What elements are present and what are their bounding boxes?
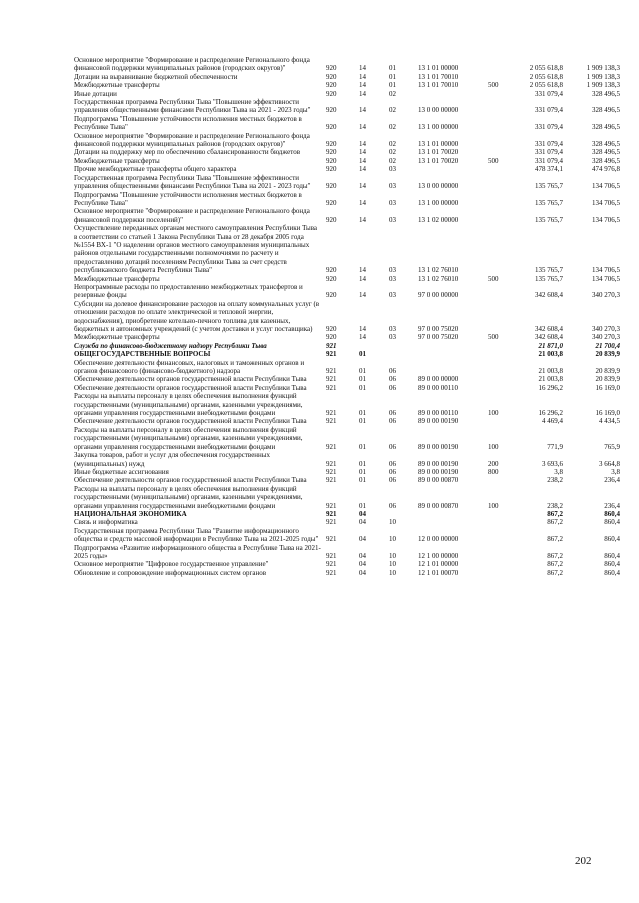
section-code: 14	[359, 106, 366, 115]
expense-type-code: 500	[488, 81, 499, 90]
amount-first-year: 867,2	[547, 509, 563, 518]
amount-first-year: 16 296,2	[538, 409, 563, 418]
row-name: Непрограммные расходы по предоставлению межбюджетных трансфертов и резервные фонды	[74, 282, 303, 300]
department-code: 920	[326, 325, 337, 333]
row-name: Межбюджетные трансферты	[74, 156, 160, 165]
amount-second-year: 4 434,5	[599, 417, 620, 426]
amount-first-year: 2 055 618,8	[529, 72, 563, 81]
table-row	[74, 191, 634, 208]
section-code: 04	[359, 518, 366, 527]
subsection-code: 06	[389, 367, 396, 376]
row-name: Подпрограмма "Повышение устойчивости исполнения местных бюджетов в Республике Тыва"	[74, 190, 302, 207]
section-code: 01	[359, 409, 366, 418]
department-code: 921	[326, 568, 337, 577]
table-row	[74, 451, 634, 468]
amount-first-year: 867,2	[547, 568, 563, 577]
row-name: Служба по финансово-бюджетному надзору Республики Тыва	[74, 341, 267, 350]
section-code: 14	[359, 123, 366, 132]
subsection-code: 10	[389, 551, 396, 560]
amount-second-year: 1 909 138,3	[586, 72, 620, 81]
target-article-code: 13 1 01 00000	[418, 140, 459, 149]
subsection-code: 02	[389, 89, 396, 98]
department-code: 921	[326, 501, 337, 510]
table-row	[74, 518, 634, 526]
row-name: Закупка товаров, работ и услуг для обеспечения государственных (муниципальных) нужд	[74, 451, 271, 468]
section-code: 04	[359, 568, 366, 577]
department-code: 920	[326, 81, 337, 90]
department-code: 920	[326, 72, 337, 81]
target-article-code: 89 0 00 00870	[418, 501, 459, 510]
section-code: 04	[359, 509, 366, 518]
amount-first-year: 771,9	[547, 442, 563, 451]
amount-second-year: 134 706,5	[592, 198, 620, 207]
table-row	[74, 207, 634, 224]
target-article-code: 12 0 00 00000	[418, 535, 459, 544]
amount-second-year: 134 706,5	[592, 215, 620, 224]
target-article-code: 89 0 00 00190	[418, 417, 459, 426]
amount-first-year: 238,2	[547, 501, 563, 510]
department-code: 921	[326, 518, 337, 527]
amount-first-year: 331 079,4	[535, 89, 563, 98]
subsection-code: 03	[389, 291, 396, 300]
amount-second-year: 860,4	[604, 518, 620, 527]
amount-second-year: 765,9	[604, 442, 620, 451]
target-article-code: 89 0 00 00190	[418, 442, 459, 451]
section-code: 14	[359, 89, 366, 98]
amount-second-year: 340 270,3	[592, 291, 620, 300]
department-code: 921	[326, 459, 337, 468]
page-number: 202	[575, 855, 592, 867]
row-name: ОБЩЕГОСУДАРСТВЕННЫЕ ВОПРОСЫ	[74, 350, 211, 359]
table-row	[74, 148, 634, 156]
table-row	[74, 165, 634, 173]
department-code: 921	[326, 476, 337, 485]
target-article-code: 13 0 00 00000	[418, 182, 459, 191]
amount-second-year: 860,4	[604, 568, 620, 577]
section-code: 14	[359, 325, 366, 333]
subsection-code: 06	[389, 467, 396, 476]
amount-first-year: 342 608,4	[535, 291, 563, 300]
row-name: Обеспечение деятельности органов государственной власти Республики Тыва	[74, 476, 307, 485]
amount-first-year: 135 765,7	[535, 198, 563, 207]
amount-second-year: 16 169,0	[595, 409, 620, 418]
department-code: 921	[326, 409, 337, 418]
amount-second-year: 328 496,5	[592, 123, 620, 132]
target-article-code: 97 0 00 00000	[418, 291, 459, 300]
table-row	[74, 342, 634, 350]
table-row	[74, 392, 634, 417]
target-article-code: 89 0 00 00870	[418, 476, 459, 485]
section-code: 14	[359, 140, 366, 149]
department-code: 920	[326, 123, 337, 132]
amount-second-year: 1 909 138,3	[586, 81, 620, 90]
table-row	[74, 333, 634, 341]
row-name: Основное мероприятие "Формирование и распределение Регионального фонда финансовой поддержки муниципальных районов (городских округов)"	[74, 56, 310, 73]
row-name: Иные бюджетные ассигнования	[74, 467, 169, 476]
department-code: 921	[326, 367, 337, 376]
section-code: 14	[359, 291, 366, 300]
section-code: 01	[359, 467, 366, 476]
row-name: Расходы на выплаты персоналу в целях обеспечения выполнения функций государственными (муниципальными) органами, казенными учреждениями, органами управления государственными внебюджетными фондами	[74, 425, 303, 451]
section-code: 14	[359, 274, 366, 283]
row-name: Межбюджетные трансферты	[74, 81, 160, 90]
row-name: Расходы на выплаты персоналу в целях обеспечения выполнения функций государственными (муниципальными) органами, казенными учреждениями, органами управления государственными внебюджетными фондами	[74, 392, 303, 418]
table-row	[74, 115, 634, 132]
amount-first-year: 867,2	[547, 551, 563, 560]
table-row	[74, 426, 634, 451]
table-row	[74, 224, 634, 274]
amount-first-year: 16 296,2	[538, 383, 563, 392]
table-row	[74, 73, 634, 81]
subsection-code: 03	[389, 266, 396, 275]
target-article-code: 89 0 00 00110	[418, 409, 458, 418]
amount-second-year: 340 270,3	[592, 333, 620, 342]
target-article-code: 13 0 00 00000	[418, 106, 459, 115]
section-code: 14	[359, 182, 366, 191]
target-article-code: 13 1 01 70020	[418, 148, 459, 157]
amount-second-year: 20 839,9	[595, 350, 620, 359]
department-code: 921	[326, 375, 337, 384]
department-code: 921	[326, 551, 337, 560]
department-code: 921	[326, 350, 337, 359]
department-code: 920	[326, 64, 337, 73]
subsection-code: 06	[389, 476, 396, 485]
department-code: 921	[326, 467, 337, 476]
amount-first-year: 135 765,7	[535, 266, 563, 275]
amount-first-year: 342 608,4	[535, 325, 563, 333]
row-name: Обеспечение деятельности финансовых, налоговых и таможенных органов и органов финансового (финансово-бюджетного) надзора	[74, 358, 305, 376]
amount-first-year: 21 871,0	[538, 341, 563, 350]
department-code: 920	[326, 215, 337, 224]
row-name: Осуществление переданных органам местного самоуправления Республики Тыва в соответствии со статьей 1 Закона Республики Тыва от 28 декабря 2005 года №1554 ВХ-1 "О наделении органов местного самоуправления муниципальных районов отдельными государственными полномочиями по расчету и предоставлению дотаций поселениям Республики Тыва за счет средств республиканского бюджета Республики Тыва"	[74, 224, 318, 275]
table-row	[74, 174, 634, 191]
amount-first-year: 331 079,4	[535, 148, 563, 157]
row-name: Связь и информатика	[74, 518, 138, 527]
department-code: 921	[326, 341, 337, 350]
section-code: 14	[359, 333, 366, 342]
amount-first-year: 867,2	[547, 560, 563, 569]
budget-table	[74, 56, 634, 577]
target-article-code: 13 1 01 70020	[418, 156, 459, 165]
table-row	[74, 90, 634, 98]
amount-second-year: 16 169,0	[595, 383, 620, 392]
department-code: 921	[326, 383, 337, 392]
amount-first-year: 4 469,4	[542, 417, 563, 426]
amount-first-year: 2 055 618,8	[529, 81, 563, 90]
table-row	[74, 569, 634, 577]
target-article-code: 12 1 01 00070	[418, 568, 459, 577]
section-code: 01	[359, 375, 366, 384]
amount-second-year: 3,8	[611, 467, 620, 476]
department-code: 920	[326, 89, 337, 98]
row-name: Прочие межбюджетные трансферты общего характера	[74, 165, 237, 174]
row-name: Обновление и сопровождение информационных систем органов	[74, 568, 266, 577]
table-row	[74, 384, 634, 392]
amount-first-year: 3,8	[554, 467, 563, 476]
target-article-code: 13 1 01 70010	[418, 72, 459, 81]
table-row	[74, 56, 634, 73]
row-name: НАЦИОНАЛЬНАЯ ЭКОНОМИКА	[74, 509, 187, 518]
amount-second-year: 236,4	[604, 476, 620, 485]
section-code: 01	[359, 367, 366, 376]
row-name: Подпрограмма «Развитие информационного общества в Республике Тыва на 2021-2025 годы»	[74, 543, 321, 560]
subsection-code: 06	[389, 442, 396, 451]
target-article-code: 89 0 00 00000	[418, 375, 459, 384]
subsection-code: 10	[389, 560, 396, 569]
target-article-code: 13 1 02 76010	[418, 274, 459, 283]
row-name: Субсидии на долевое финансирование расходов на оплату коммунальных услуг (в отношении расходов по оплате электрической и тепловой энергии, водоснабжения), приобретение котельно-печного топлива для казенных, бюджетных и автономных учреждений (с учетом доставки и услуг поставщика)	[74, 299, 320, 333]
table-row	[74, 98, 634, 115]
amount-first-year: 21 003,8	[538, 375, 563, 384]
row-name: Основное мероприятие "Цифровое государственное управление"	[74, 560, 269, 569]
section-code: 01	[359, 350, 366, 359]
table-row	[74, 300, 634, 334]
department-code: 920	[326, 333, 337, 342]
subsection-code: 01	[389, 64, 396, 73]
table-row	[74, 375, 634, 383]
amount-first-year: 21 003,8	[538, 367, 563, 376]
subsection-code: 03	[389, 198, 396, 207]
amount-second-year: 21 700,4	[595, 341, 620, 350]
section-code: 14	[359, 266, 366, 275]
amount-second-year: 340 270,3	[592, 325, 620, 333]
amount-first-year: 867,2	[547, 535, 563, 544]
department-code: 920	[326, 274, 337, 283]
expense-type-code: 500	[488, 333, 499, 342]
row-name: Государственная программа Республики Тыва "Повышение эффективности управления общественными финансами Республики Тыва на 2021 - 2023 годы"	[74, 173, 311, 191]
department-code: 921	[326, 509, 337, 518]
section-code: 14	[359, 148, 366, 157]
section-code: 14	[359, 64, 366, 73]
row-name: Основное мероприятие "Формирование и распределение Регионального фонда финансовой поддержки муниципальных районов (городских округов)"	[74, 131, 310, 149]
subsection-code: 02	[389, 106, 396, 115]
department-code: 921	[326, 417, 337, 426]
department-code: 921	[326, 560, 337, 569]
department-code: 920	[326, 156, 337, 165]
target-article-code: 13 1 00 00000	[418, 198, 459, 207]
row-name: Дотации на выравнивание бюджетной обеспеченности	[74, 72, 238, 81]
row-name: Обеспечение деятельности органов государственной власти Республики Тыва	[74, 417, 307, 426]
expense-type-code: 500	[488, 156, 499, 165]
expense-type-code: 100	[488, 442, 499, 451]
section-code: 14	[359, 81, 366, 90]
target-article-code: 13 1 02 00000	[418, 215, 459, 224]
table-row	[74, 157, 634, 165]
subsection-code: 10	[389, 568, 396, 577]
amount-second-year: 860,4	[604, 535, 620, 544]
department-code: 921	[326, 535, 337, 544]
amount-second-year: 860,4	[604, 509, 620, 518]
target-article-code: 89 0 00 00110	[418, 383, 458, 392]
amount-first-year: 478 374,1	[535, 165, 563, 174]
amount-first-year: 331 079,4	[535, 156, 563, 165]
amount-first-year: 135 765,7	[535, 215, 563, 224]
target-article-code: 13 1 01 70010	[418, 81, 459, 90]
amount-second-year: 860,4	[604, 551, 620, 560]
expense-type-code: 500	[488, 274, 499, 283]
subsection-code: 06	[389, 501, 396, 510]
amount-second-year: 328 496,5	[592, 140, 620, 149]
section-code: 01	[359, 459, 366, 468]
subsection-code: 03	[389, 165, 396, 174]
target-article-code: 89 0 00 00190	[418, 467, 459, 476]
section-code: 14	[359, 72, 366, 81]
target-article-code: 12 1 01 00000	[418, 560, 459, 569]
amount-second-year: 1 909 138,3	[586, 64, 620, 73]
expense-type-code: 100	[488, 409, 499, 418]
amount-second-year: 328 496,5	[592, 156, 620, 165]
row-name: Межбюджетные трансферты	[74, 274, 160, 283]
row-name: Государственная программа Республики Тыва "Развитие информационного общества и средств массовой информации в Республике Тыва на 2021-2025 годы"	[74, 526, 319, 544]
amount-second-year: 328 496,5	[592, 106, 620, 115]
row-name: Обеспечение деятельности органов государственной власти Республики Тыва	[74, 383, 307, 392]
row-name: Обеспечение деятельности органов государственной власти Республики Тыва	[74, 375, 307, 384]
expense-type-code: 800	[488, 467, 499, 476]
department-code: 920	[326, 266, 337, 275]
amount-first-year: 342 608,4	[535, 333, 563, 342]
section-code: 01	[359, 417, 366, 426]
section-code: 01	[359, 442, 366, 451]
subsection-code: 10	[389, 535, 396, 544]
expense-type-code: 100	[488, 501, 499, 510]
amount-second-year: 134 706,5	[592, 182, 620, 191]
target-article-code: 13 1 02 76010	[418, 266, 459, 275]
row-name: Подпрограмма "Повышение устойчивости исполнения местных бюджетов в Республике Тыва"	[74, 114, 302, 132]
table-row	[74, 275, 634, 283]
table-row	[74, 476, 634, 484]
amount-first-year: 331 079,4	[535, 106, 563, 115]
row-name: Основное мероприятие "Формирование и распределение Регионального фонда финансовой поддержки поселений)"	[74, 207, 310, 224]
target-article-code: 13 1 00 00000	[418, 123, 459, 132]
table-row	[74, 468, 634, 476]
subsection-code: 03	[389, 182, 396, 191]
table-row	[74, 510, 634, 518]
section-code: 01	[359, 501, 366, 510]
department-code: 920	[326, 198, 337, 207]
table-row	[74, 81, 634, 89]
row-name: Государственная программа Республики Тыва "Повышение эффективности управления общественными финансами Республики Тыва на 2021 - 2023 годы"	[74, 98, 311, 115]
amount-second-year: 134 706,5	[592, 274, 620, 283]
subsection-code: 01	[389, 81, 396, 90]
expense-type-code: 200	[488, 459, 499, 468]
table-row	[74, 132, 634, 149]
section-code: 14	[359, 215, 366, 224]
amount-first-year: 135 765,7	[535, 182, 563, 191]
department-code: 921	[326, 442, 337, 451]
table-row	[74, 527, 634, 544]
amount-second-year: 474 976,8	[592, 165, 620, 174]
department-code: 920	[326, 165, 337, 174]
subsection-code: 02	[389, 148, 396, 157]
subsection-code: 06	[389, 417, 396, 426]
subsection-code: 06	[389, 459, 396, 468]
section-code: 14	[359, 165, 366, 174]
subsection-code: 01	[389, 72, 396, 81]
table-row	[74, 544, 634, 561]
table-row	[74, 359, 634, 376]
amount-first-year: 3 693,6	[542, 459, 563, 468]
subsection-code: 06	[389, 375, 396, 384]
section-code: 04	[359, 535, 366, 544]
section-code: 04	[359, 560, 366, 569]
subsection-code: 10	[389, 518, 396, 527]
amount-second-year: 20 839,9	[595, 367, 620, 376]
amount-first-year: 21 003,8	[538, 350, 563, 359]
section-code: 14	[359, 156, 366, 165]
department-code: 920	[326, 140, 337, 149]
department-code: 920	[326, 106, 337, 115]
amount-second-year: 20 839,9	[595, 375, 620, 384]
table-row	[74, 485, 634, 510]
subsection-code: 03	[389, 333, 396, 342]
amount-first-year: 331 079,4	[535, 123, 563, 132]
subsection-code: 03	[389, 215, 396, 224]
subsection-code: 02	[389, 156, 396, 165]
amount-second-year: 236,4	[604, 501, 620, 510]
amount-first-year: 135 765,7	[535, 274, 563, 283]
department-code: 920	[326, 291, 337, 300]
subsection-code: 06	[389, 409, 396, 418]
section-code: 04	[359, 551, 366, 560]
target-article-code: 97 0 00 75020	[418, 325, 459, 333]
target-article-code: 13 1 01 00000	[418, 64, 459, 73]
target-article-code: 89 0 00 00190	[418, 459, 459, 468]
amount-second-year: 134 706,5	[592, 266, 620, 275]
target-article-code: 97 0 00 75020	[418, 333, 459, 342]
section-code: 01	[359, 383, 366, 392]
amount-first-year: 867,2	[547, 518, 563, 527]
table-row	[74, 350, 634, 358]
amount-second-year: 328 496,5	[592, 148, 620, 157]
amount-first-year: 238,2	[547, 476, 563, 485]
section-code: 14	[359, 198, 366, 207]
row-name: Дотации на поддержку мер по обеспечению сбалансированности бюджетов	[74, 148, 300, 157]
amount-second-year: 860,4	[604, 560, 620, 569]
section-code: 01	[359, 476, 366, 485]
amount-second-year: 328 496,5	[592, 89, 620, 98]
subsection-code: 02	[389, 140, 396, 149]
department-code: 920	[326, 148, 337, 157]
table-row	[74, 417, 634, 425]
amount-first-year: 2 055 618,8	[529, 64, 563, 73]
row-name: Межбюджетные трансферты	[74, 333, 160, 342]
amount-second-year: 3 664,8	[599, 459, 620, 468]
subsection-code: 06	[389, 383, 396, 392]
subsection-code: 03	[389, 274, 396, 283]
subsection-code: 02	[389, 123, 396, 132]
department-code: 920	[326, 182, 337, 191]
row-name: Иные дотации	[74, 89, 117, 98]
table-row	[74, 560, 634, 568]
table-row	[74, 283, 634, 300]
row-name: Расходы на выплаты персоналу в целях обеспечения выполнения функций государственными (муниципальными) органами, казенными учреждениями, органами управления государственными внебюджетными фондами	[74, 484, 303, 510]
amount-first-year: 331 079,4	[535, 140, 563, 149]
target-article-code: 12 1 00 00000	[418, 551, 459, 560]
subsection-code: 03	[389, 325, 396, 333]
